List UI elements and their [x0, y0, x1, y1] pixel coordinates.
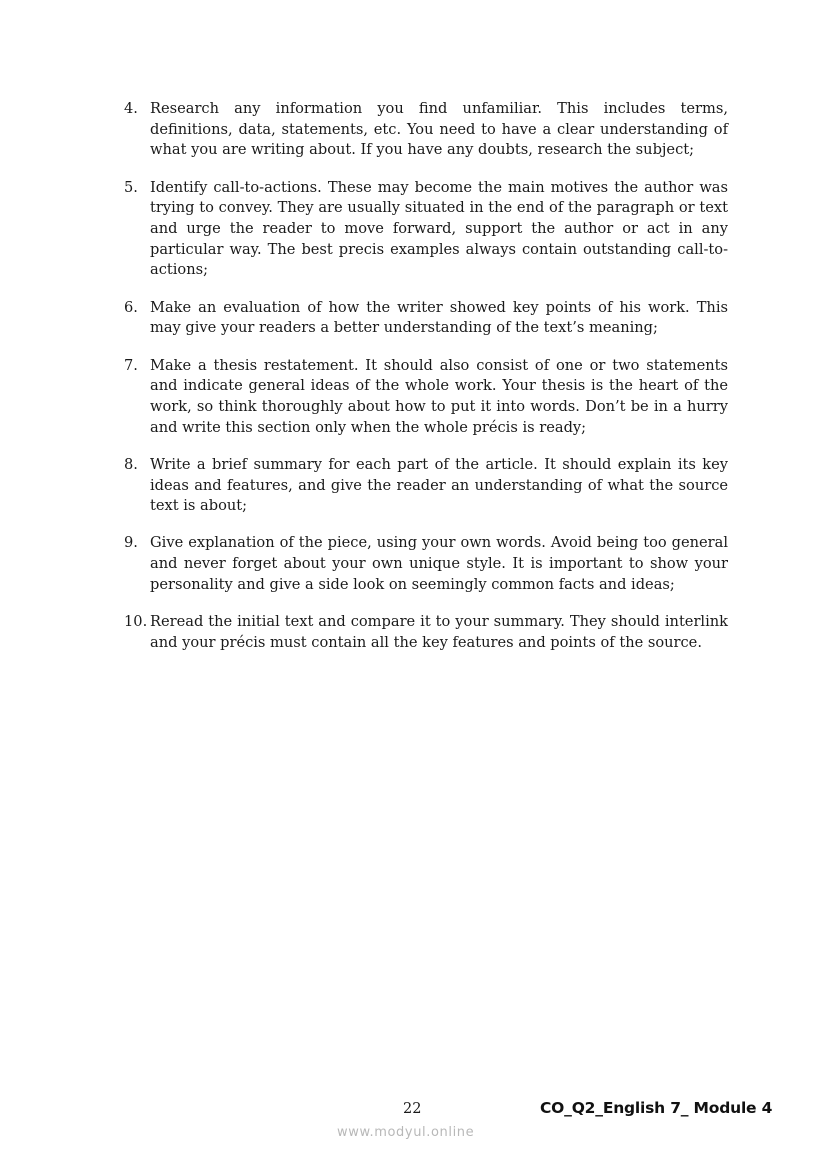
module-label: CO_Q2_English 7_ Module 4: [540, 1099, 773, 1117]
list-item: [124, 298, 728, 339]
list-item-number: 4.: [124, 100, 138, 117]
list-item: [124, 99, 728, 161]
list-item-text: Write a brief summary for each part of the article. It should explain its key ideas and features, and give the reader an understanding of what the source text is about;: [150, 455, 728, 515]
list-item-number: 5.: [124, 178, 138, 196]
list-item-text: Make an evaluation of how the writer showed key points of his work. This may give your readers a better understanding of the text’s meaning;: [150, 298, 728, 337]
list-item: [124, 356, 728, 439]
watermark: www.modyul.online: [337, 1125, 475, 1140]
list-item: [124, 533, 728, 595]
list-item: [124, 455, 728, 517]
list-item-number: 9.: [124, 534, 138, 552]
list-item: [124, 612, 728, 653]
list-item: [124, 178, 728, 282]
list-item-text: Reread the initial text and compare it to your summary. They should interlink and your précis must contain all the key features and points of the source.: [150, 613, 728, 651]
list-item-number: 7.: [124, 356, 138, 374]
list-item-number: 10.: [124, 613, 148, 631]
list-item-text: Make a thesis restatement. It should also consist of one or two statements and indicate general ideas of the whole work. Your thesis is the heart of the work, so think thoroughly about how to put it into words. Don’t be in a hurry and write this section only when the whole précis is ready;: [150, 356, 728, 436]
list-item-number: 6.: [124, 298, 138, 316]
list-item-text: Research any information you find unfamiliar. This includes terms, definitions, data, statements, etc. You need to have a clear understanding of what you are writing about. If you have any doubts, research the subject;: [150, 100, 728, 159]
list-item-text: Give explanation of the piece, using your own words. Avoid being too general and never forget about your own unique style. It is important to show your personality and give a side look on seemingly common facts and ideas;: [150, 534, 728, 593]
list-item-text: Identify call-to-actions. These may become the main motives the author was trying to convey. They are usually situated in the end of the paragraph or text and urge the reader to move forward, support the author or act in any particular way. The best precis examples always contain outstanding call-to-actions;: [150, 178, 728, 279]
numbered-list: [124, 99, 728, 670]
list-item-number: 8.: [124, 455, 138, 473]
page-number: 22: [403, 1101, 422, 1117]
